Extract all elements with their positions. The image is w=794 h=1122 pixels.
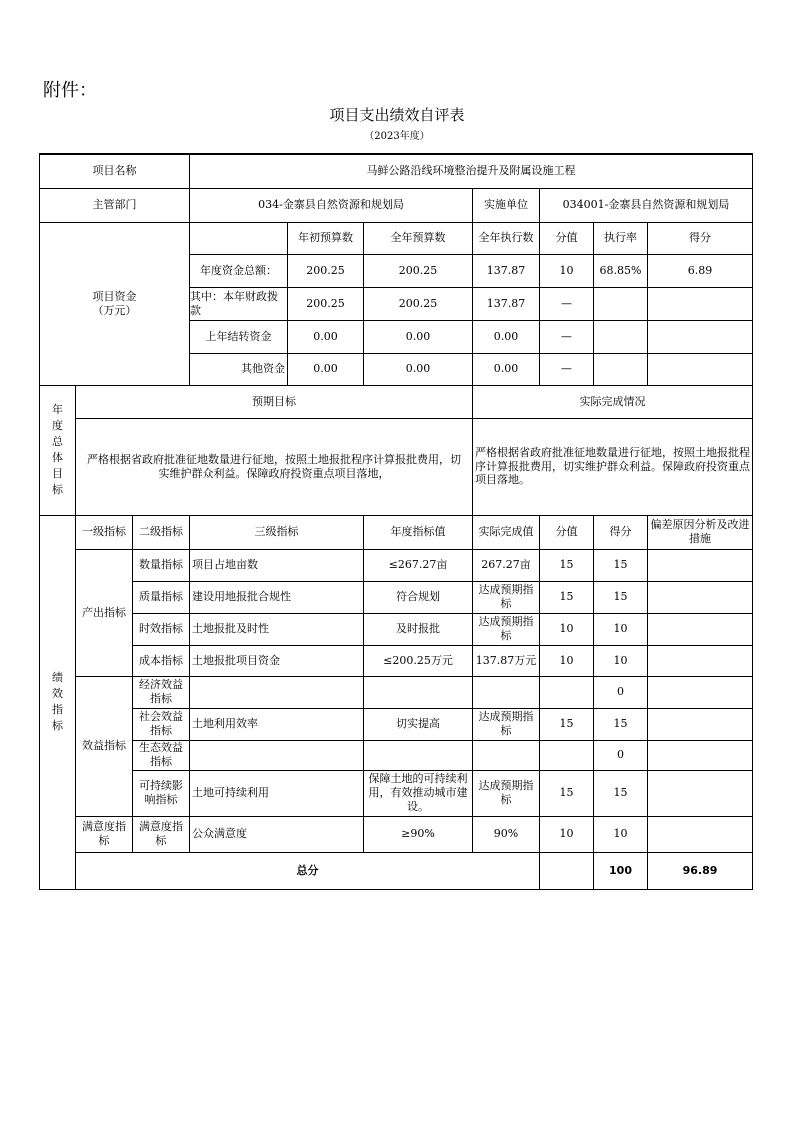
total-score: 96.89 (648, 852, 753, 889)
header-target: 年度指标值 (364, 515, 473, 549)
satisfaction-level1: 满意度指标 (76, 816, 133, 852)
indicator-level2: 满意度指标 (133, 816, 190, 852)
indicator-target: ≤267.27亩 (364, 549, 473, 581)
dept-value: 034-金寨县自然资源和规划局 (190, 188, 473, 222)
total-blank (540, 852, 594, 889)
indicator-score: 10 (594, 816, 648, 852)
benefit-row-ecological (40, 740, 753, 770)
output-row-timeliness (40, 613, 753, 645)
funds-annual: 0.00 (364, 353, 473, 385)
project-name-row (40, 154, 753, 188)
total-value: 100 (594, 852, 648, 889)
indicators-side-char: 指 (52, 703, 63, 716)
goals-side-char: 总 (52, 435, 63, 449)
indicator-actual: 达成预期指标 (473, 581, 540, 613)
indicator-target: 符合规划 (364, 581, 473, 613)
indicator-level2: 数量指标 (133, 549, 190, 581)
benefit-row-sustainable (40, 770, 753, 816)
report-year: （2023年度） (364, 131, 430, 142)
indicator-level2: 社会效益指标 (133, 708, 190, 740)
impl-value: 034001-金寨县自然资源和规划局 (540, 188, 753, 222)
benefit-row-social (40, 708, 753, 740)
funds-executed: 0.00 (473, 320, 540, 353)
funds-header-rate: 执行率 (594, 222, 648, 254)
indicator-deviation (648, 645, 753, 676)
funds-row-label: 其他资金 (190, 353, 288, 385)
indicator-deviation (648, 581, 753, 613)
dept-label: 主管部门 (40, 188, 190, 222)
indicator-value: 10 (540, 645, 594, 676)
attachment-label: 附件： (43, 80, 97, 101)
indicator-level2: 生态效益指标 (133, 740, 190, 770)
indicator-value (540, 676, 594, 708)
indicator-score: 15 (594, 770, 648, 816)
funds-initial: 0.00 (288, 320, 364, 353)
indicators-side-label (40, 515, 76, 889)
funds-header-initial: 年初预算数 (288, 222, 364, 254)
funds-score: 6.89 (648, 254, 753, 287)
actual-goal-label: 实际完成情况 (473, 385, 753, 418)
funds-score-value: — (540, 320, 594, 353)
impl-label: 实施单位 (473, 188, 540, 222)
indicator-actual: 达成预期指标 (473, 708, 540, 740)
goals-side-char: 体 (52, 451, 63, 464)
indicator-actual: 137.87万元 (473, 645, 540, 676)
department-row (40, 188, 753, 222)
indicator-level3: 建设用地报批合规性 (190, 581, 364, 613)
indicator-level3: 公众满意度 (190, 816, 364, 852)
project-name-label: 项目名称 (40, 154, 190, 188)
funds-row-label: 上年结转资金 (190, 320, 288, 353)
output-row-quantity (40, 549, 753, 581)
total-row (40, 852, 753, 889)
indicator-level2: 可持续影响指标 (133, 770, 190, 816)
funds-header-value: 分值 (540, 222, 594, 254)
funds-rate (594, 287, 648, 320)
expected-goal-text: 严格根据省政府批准征地数量进行征地，按照土地报批程序计算报批费用，切实维护群众利益。保障政府投资重点项目落地， (76, 418, 473, 515)
indicator-deviation (648, 549, 753, 581)
funds-executed: 0.00 (473, 353, 540, 385)
indicator-score: 15 (594, 549, 648, 581)
funds-label-line2: （万元） (92, 303, 137, 317)
indicators-side-char: 标 (52, 718, 63, 732)
indicator-score: 0 (594, 740, 648, 770)
indicator-deviation (648, 816, 753, 852)
goals-content-row (40, 418, 753, 515)
funds-rate (594, 353, 648, 385)
indicator-level3: 土地可持续利用 (190, 770, 364, 816)
indicator-actual (473, 676, 540, 708)
funds-label-line1: 项目资金 (92, 289, 137, 303)
funds-annual: 200.25 (364, 254, 473, 287)
indicator-score: 15 (594, 581, 648, 613)
indicator-deviation (648, 740, 753, 770)
indicators-header-row (40, 515, 753, 549)
indicator-value: 15 (540, 708, 594, 740)
goals-side-char: 度 (52, 419, 63, 433)
indicator-target: 保障土地的可持续利用，有效推动城市建设。 (364, 770, 473, 816)
header-score: 得分 (594, 515, 648, 549)
indicator-actual (473, 740, 540, 770)
indicator-target (364, 740, 473, 770)
funds-score-value: — (540, 287, 594, 320)
indicators-side-char: 效 (52, 687, 63, 701)
indicator-target (364, 676, 473, 708)
indicator-value: 15 (540, 549, 594, 581)
funds-initial: 200.25 (288, 287, 364, 320)
project-name: 马鲜公路沿线环境整治提升及附属设施工程 (190, 154, 753, 188)
indicator-level3 (190, 740, 364, 770)
page-title: 项目支出绩效自评表 (329, 106, 465, 124)
funds-score (648, 353, 753, 385)
indicator-value: 15 (540, 770, 594, 816)
indicator-actual: 达成预期指标 (473, 613, 540, 645)
total-label: 总分 (76, 852, 540, 889)
funds-label (40, 222, 190, 385)
indicator-score: 0 (594, 676, 648, 708)
indicator-level2: 质量指标 (133, 581, 190, 613)
indicator-value: 10 (540, 613, 594, 645)
header-value: 分值 (540, 515, 594, 549)
goals-side-char: 年 (52, 403, 63, 417)
expected-goal-label: 预期目标 (76, 385, 473, 418)
indicator-target: ≤200.25万元 (364, 645, 473, 676)
funds-annual: 0.00 (364, 320, 473, 353)
funds-rate (594, 320, 648, 353)
indicator-deviation (648, 676, 753, 708)
funds-score (648, 287, 753, 320)
indicator-deviation (648, 770, 753, 816)
funds-executed: 137.87 (473, 287, 540, 320)
goals-side-char: 标 (52, 482, 63, 496)
indicator-deviation (648, 708, 753, 740)
indicator-value: 10 (540, 816, 594, 852)
indicator-value: 15 (540, 581, 594, 613)
header-level2: 二级指标 (133, 515, 190, 549)
indicator-score: 15 (594, 708, 648, 740)
funds-rate: 68.85% (594, 254, 648, 287)
indicator-score: 10 (594, 645, 648, 676)
header-level1: 一级指标 (76, 515, 133, 549)
output-indicator-label: 产出指标 (76, 549, 133, 676)
benefit-row-economic (40, 676, 753, 708)
indicator-level3: 土地利用效率 (190, 708, 364, 740)
indicator-level3: 项目占地亩数 (190, 549, 364, 581)
indicator-score: 10 (594, 613, 648, 645)
indicator-actual: 达成预期指标 (473, 770, 540, 816)
indicator-value (540, 740, 594, 770)
funds-score-value: — (540, 353, 594, 385)
indicator-actual: 90% (473, 816, 540, 852)
funds-header-executed: 全年执行数 (473, 222, 540, 254)
output-row-cost (40, 645, 753, 676)
funds-header-row (40, 222, 753, 254)
funds-annual: 200.25 (364, 287, 473, 320)
header-level3: 三级指标 (190, 515, 364, 549)
funds-initial: 0.00 (288, 353, 364, 385)
indicator-target: 切实提高 (364, 708, 473, 740)
goals-side-label (40, 385, 76, 515)
goals-side-char: 目 (52, 466, 63, 480)
indicator-level3: 土地报批及时性 (190, 613, 364, 645)
indicator-actual: 267.27亩 (473, 549, 540, 581)
performance-table (39, 153, 753, 890)
indicator-level2: 经济效益指标 (133, 676, 190, 708)
header-actual: 实际完成值 (473, 515, 540, 549)
funds-executed: 137.87 (473, 254, 540, 287)
funds-score-value: 10 (540, 254, 594, 287)
funds-row-label: 其中：本年财政拨款 (190, 287, 288, 320)
funds-header-score: 得分 (648, 222, 753, 254)
funds-initial: 200.25 (288, 254, 364, 287)
indicator-level3 (190, 676, 364, 708)
indicator-target: ≥90% (364, 816, 473, 852)
header-deviation: 偏差原因分析及改进措施 (648, 515, 753, 549)
funds-header-blank (190, 222, 288, 254)
indicator-deviation (648, 613, 753, 645)
benefit-indicator-label: 效益指标 (76, 676, 133, 816)
indicators-side-char: 绩 (52, 671, 63, 685)
funds-header-annual: 全年预算数 (364, 222, 473, 254)
satisfaction-row (40, 816, 753, 852)
actual-goal-text: 严格根据省政府批准征地数量进行征地，按照土地报批程序计算报批费用，切实维护群众利益。保障政府投资重点项目落地。 (473, 418, 753, 515)
indicator-target: 及时报批 (364, 613, 473, 645)
output-row-quality (40, 581, 753, 613)
indicator-level3: 土地报批项目资金 (190, 645, 364, 676)
funds-score (648, 320, 753, 353)
indicator-level2: 成本指标 (133, 645, 190, 676)
indicator-level2: 时效指标 (133, 613, 190, 645)
goals-header-row (40, 385, 753, 418)
funds-row-label: 年度资金总额： (190, 254, 288, 287)
